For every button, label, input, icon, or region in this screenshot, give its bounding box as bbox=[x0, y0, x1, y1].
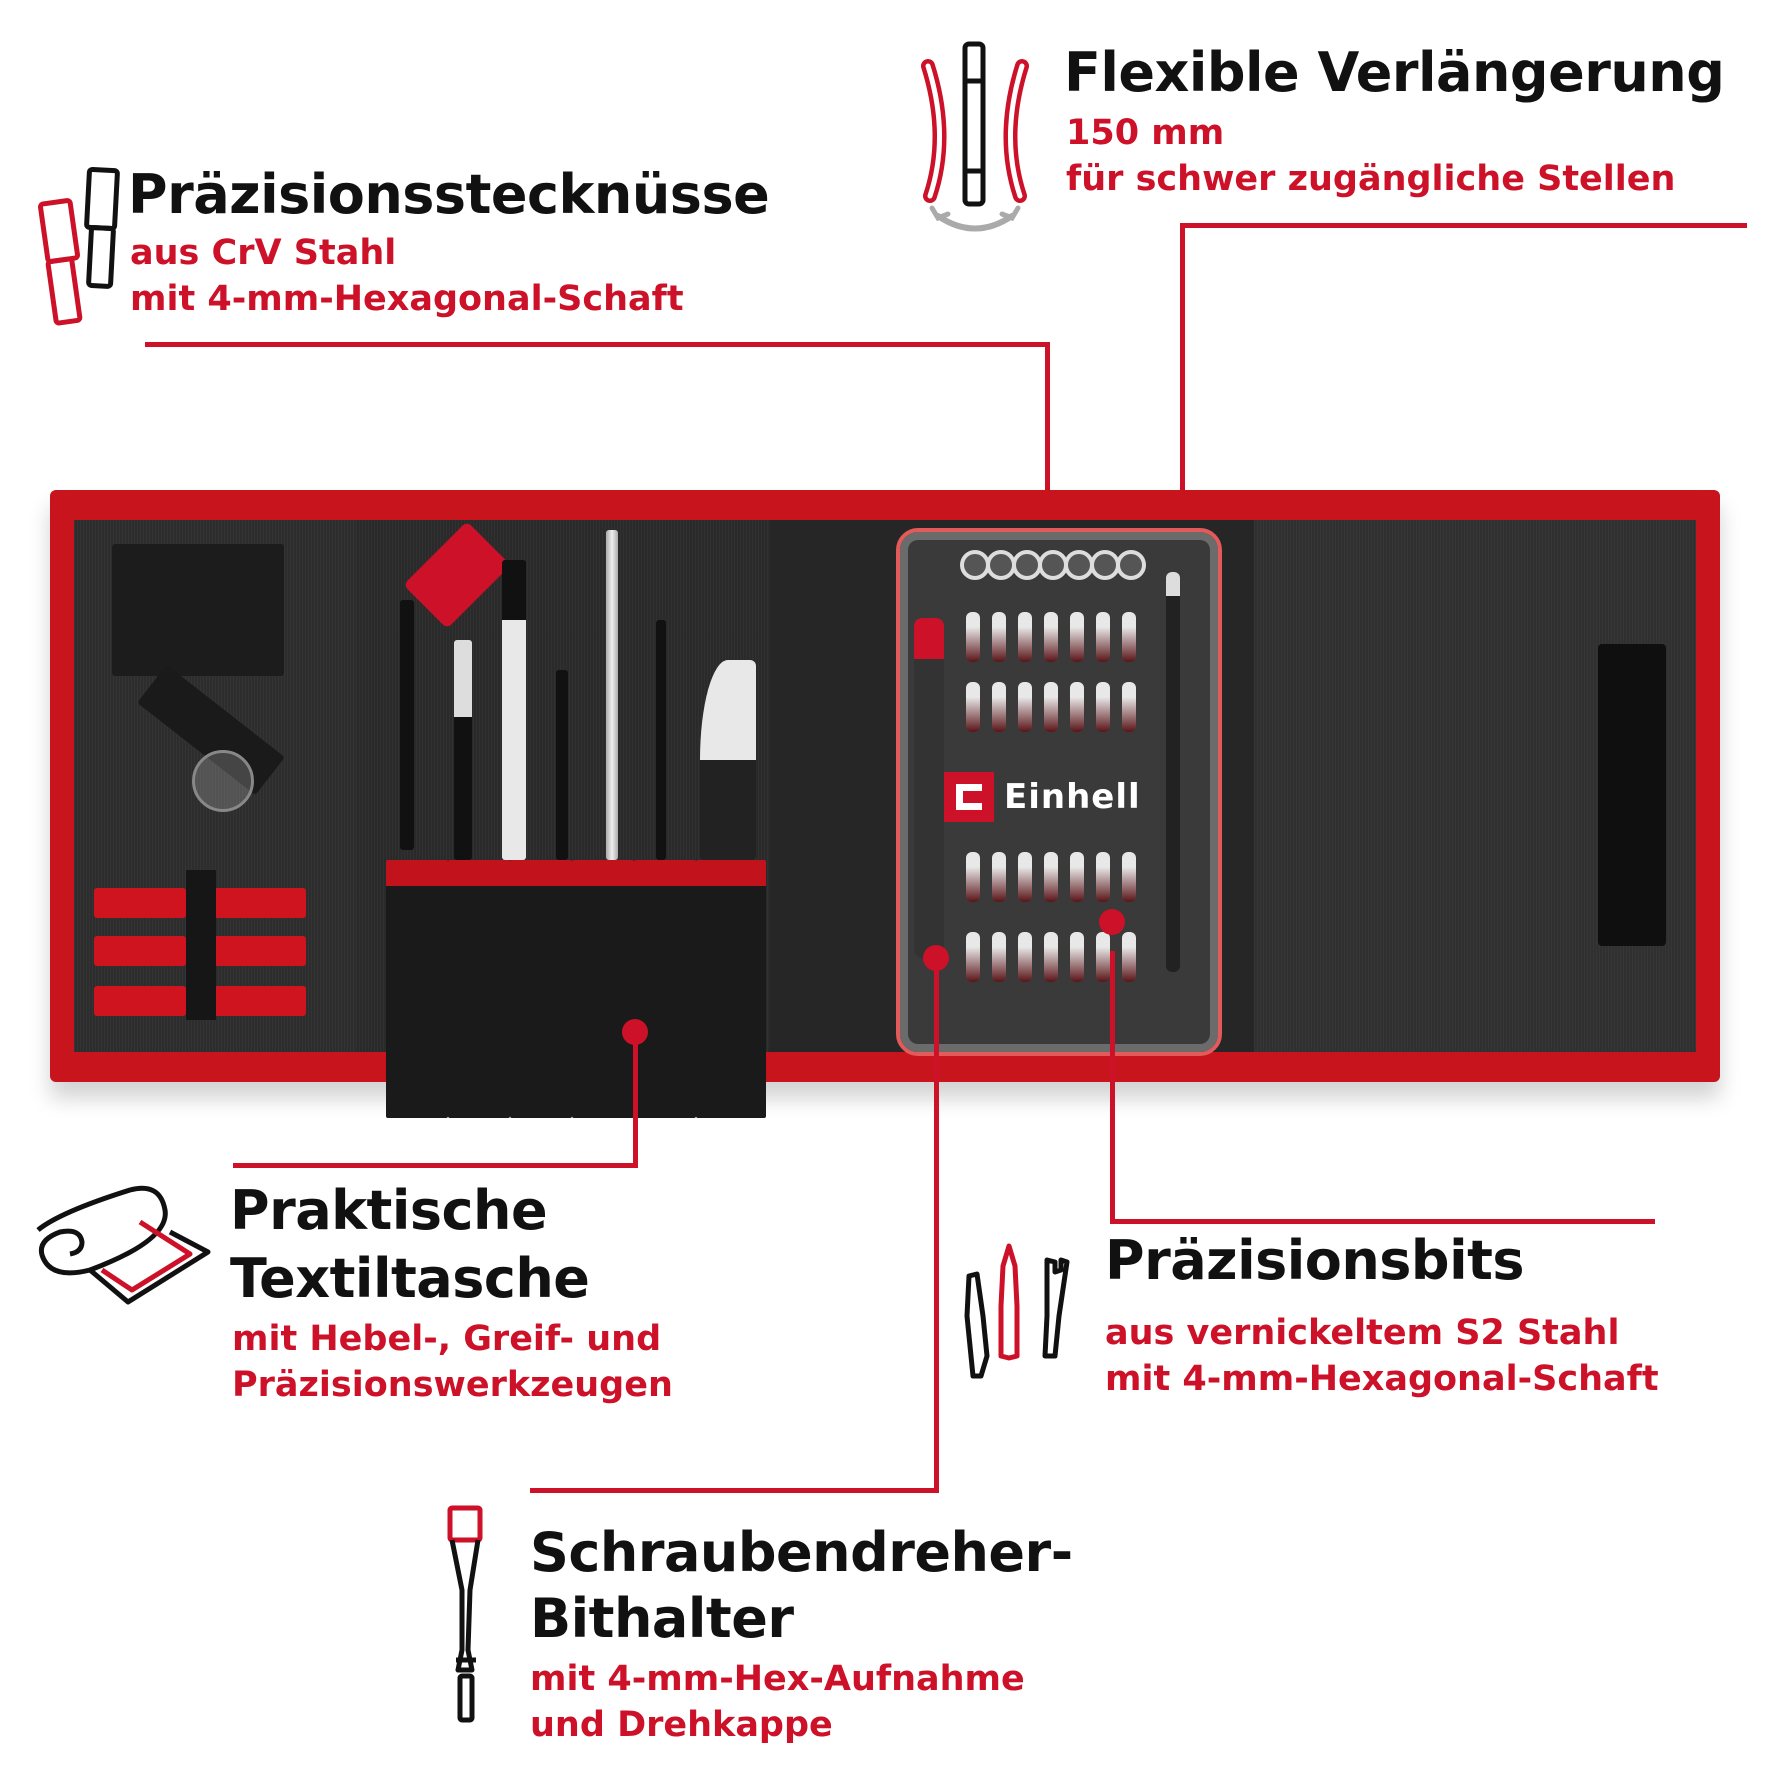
feature-title: Präzisionsstecknüsse bbox=[128, 163, 770, 226]
bit bbox=[1018, 612, 1032, 662]
clip-strap bbox=[186, 870, 216, 1020]
bit bbox=[966, 612, 980, 662]
brand-logo bbox=[944, 772, 1141, 822]
tool-sleeve bbox=[572, 860, 634, 1118]
rolled-textile-icon bbox=[30, 1170, 220, 1320]
pouch-left-panel bbox=[74, 520, 356, 1052]
pouch-flap bbox=[1254, 520, 1696, 1052]
bit bbox=[1044, 612, 1058, 662]
callout-line-screwdriver bbox=[934, 958, 939, 1491]
suction-cup bbox=[192, 750, 254, 812]
bit bbox=[1070, 932, 1084, 982]
zip-pocket bbox=[112, 544, 284, 676]
callout-line-bits bbox=[1110, 951, 1115, 1223]
callout-dot-bits bbox=[1099, 909, 1125, 935]
bit bbox=[1070, 852, 1084, 902]
feature-detail: Präzisionswerkzeugen bbox=[232, 1365, 673, 1405]
bit bbox=[1096, 932, 1110, 982]
einhell-logo-icon bbox=[944, 772, 994, 822]
screwdriver-icon bbox=[440, 1500, 500, 1730]
bit bbox=[1044, 682, 1058, 732]
bit bbox=[966, 682, 980, 732]
pry-tool bbox=[214, 888, 306, 918]
feature-detail: aus vernickeltem S2 Stahl bbox=[1105, 1313, 1620, 1353]
feature-title: Präzisionsbits bbox=[1105, 1229, 1525, 1292]
feature-detail: mit 4-mm-Hex-Aufnahme bbox=[530, 1659, 1025, 1699]
callout-line-pouch bbox=[633, 1032, 638, 1168]
velcro-strip bbox=[1598, 644, 1666, 946]
bit bbox=[966, 852, 980, 902]
bit bbox=[1044, 932, 1058, 982]
callout-line-sockets bbox=[145, 342, 1050, 347]
bit bbox=[1096, 612, 1110, 662]
screwdriver-handle bbox=[914, 618, 944, 958]
flexible-extension bbox=[1166, 572, 1180, 972]
tweezers-steel bbox=[502, 560, 526, 860]
feature-detail: aus CrV Stahl bbox=[130, 233, 397, 273]
feature-title: Flexible Verlängerung bbox=[1064, 41, 1725, 104]
bit bbox=[1044, 852, 1058, 902]
feature-title: Schraubendreher- bbox=[530, 1521, 1073, 1584]
bit bbox=[1122, 612, 1136, 662]
feature-detail: mit 4-mm-Hexagonal-Schaft bbox=[130, 279, 684, 319]
pouch-tool-panel bbox=[356, 520, 770, 1052]
socket-bits-icon bbox=[30, 160, 130, 330]
flexible-extension-icon bbox=[910, 36, 1040, 236]
bit bbox=[1070, 612, 1084, 662]
bit bbox=[992, 932, 1006, 982]
bit bbox=[992, 852, 1006, 902]
opening-knife bbox=[700, 660, 756, 860]
socket bbox=[1116, 550, 1146, 580]
pry-tool bbox=[214, 936, 306, 966]
callout-line-bits bbox=[1110, 1219, 1655, 1224]
pry-tool bbox=[214, 986, 306, 1016]
feature-detail: mit Hebel-, Greif- und bbox=[232, 1319, 662, 1359]
bit bbox=[966, 932, 980, 982]
feature-detail: mit 4-mm-Hexagonal-Schaft bbox=[1105, 1359, 1659, 1399]
callout-dot-pouch bbox=[622, 1019, 648, 1045]
callout-line-pouch bbox=[233, 1163, 638, 1168]
bit bbox=[1096, 682, 1110, 732]
feature-detail: 150 mm bbox=[1066, 113, 1225, 153]
brand-name: Einhell bbox=[1004, 777, 1141, 817]
pouch-interior bbox=[74, 520, 1696, 1052]
feature-title: Bithalter bbox=[530, 1587, 794, 1650]
bit bbox=[992, 612, 1006, 662]
bit bbox=[1122, 852, 1136, 902]
tweezers-pointed bbox=[556, 670, 568, 860]
tool-pouch-image bbox=[50, 490, 1720, 1082]
spatula-tool bbox=[606, 530, 618, 860]
red-guitar-pick bbox=[403, 521, 510, 628]
bit bbox=[1018, 852, 1032, 902]
bit bbox=[1096, 852, 1110, 902]
tool-sleeve bbox=[634, 860, 696, 1118]
feature-detail: und Drehkappe bbox=[530, 1705, 833, 1745]
tweezers-flat bbox=[454, 640, 472, 860]
spudger bbox=[656, 620, 666, 860]
feature-title: Praktische bbox=[230, 1179, 548, 1242]
callout-dot-screwdriver bbox=[923, 945, 949, 971]
tool-sleeve bbox=[448, 860, 510, 1118]
bit bbox=[1018, 682, 1032, 732]
bit bbox=[1122, 932, 1136, 982]
tool-sleeve bbox=[510, 860, 572, 1118]
feature-detail: für schwer zugängliche Stellen bbox=[1066, 159, 1676, 199]
tool-sleeve bbox=[386, 860, 448, 1118]
callout-line-extension bbox=[1180, 223, 1747, 228]
callout-line-screwdriver bbox=[530, 1488, 939, 1493]
bit-storage-case bbox=[896, 528, 1222, 1056]
bit bbox=[1122, 682, 1136, 732]
pry-tool bbox=[94, 936, 186, 966]
tool-sleeve bbox=[696, 860, 766, 1118]
feature-title: Textiltasche bbox=[230, 1247, 590, 1310]
bit bbox=[1018, 932, 1032, 982]
pry-tool bbox=[94, 888, 186, 918]
pry-tool bbox=[94, 986, 186, 1016]
tweezers-curved bbox=[400, 600, 414, 850]
precision-bits-icon bbox=[955, 1236, 1085, 1386]
bit bbox=[992, 682, 1006, 732]
bit bbox=[1070, 682, 1084, 732]
